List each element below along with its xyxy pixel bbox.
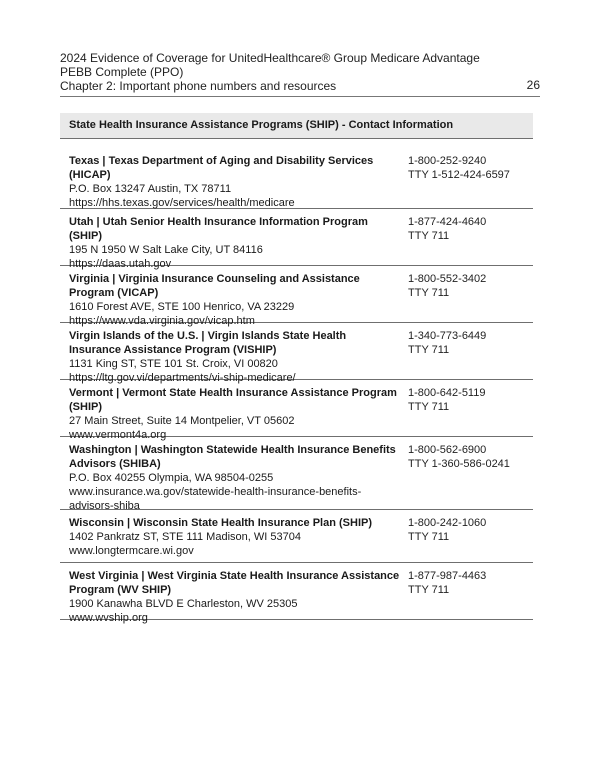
tty-number: TTY 711 xyxy=(408,584,450,596)
program-name: Virgin Islands of the U.S. | Virgin Islands State Health Insurance Assistance Program (VISHIP) xyxy=(69,330,347,356)
tty-number: TTY 711 xyxy=(408,401,450,413)
phone-number: 1-800-552-3402 xyxy=(408,273,487,285)
program-name: Wisconsin | Wisconsin State Health Insurance Plan (SHIP) xyxy=(69,517,372,529)
program-website-link[interactable]: www.insurance.wa.gov/statewide-health-insurance-benefits-advisors-shiba xyxy=(69,486,362,512)
document-title: 2024 Evidence of Coverage for UnitedHealthcare® Group Medicare Advantage PEBB Complete (PPO) xyxy=(60,51,480,79)
table-row xyxy=(60,563,533,624)
page-header xyxy=(60,51,540,93)
program-address: 1402 Pankratz ST, STE 111 Madison, WI 53704 xyxy=(69,531,301,543)
table-row xyxy=(60,209,533,270)
program-website-link[interactable]: www.wvship.org xyxy=(69,612,148,624)
program-name: Texas | Texas Department of Aging and Disability Services (HICAP) xyxy=(69,155,374,181)
phone-number: 1-877-424-4640 xyxy=(408,216,487,228)
tty-number: TTY 1-512-424-6597 xyxy=(408,169,510,181)
program-name: Washington | Washington Statewide Health Insurance Benefits Advisors (SHIBA) xyxy=(69,444,396,470)
program-website-link[interactable]: www.vermont4a.org xyxy=(69,429,167,441)
table-heading: State Health Insurance Assistance Programs (SHIP) - Contact Information xyxy=(60,113,533,139)
phone-number: 1-877-987-4463 xyxy=(408,570,487,582)
header-divider xyxy=(60,96,540,97)
program-address: 27 Main Street, Suite 14 Montpelier, VT 05602 xyxy=(69,415,295,427)
phone-number: 1-800-242-1060 xyxy=(408,517,487,529)
table-row xyxy=(60,323,533,384)
phone-number: 1-800-562-6900 xyxy=(408,444,487,456)
table-row xyxy=(60,148,533,209)
phone-number: 1-800-252-9240 xyxy=(408,155,487,167)
program-address: 195 N 1950 W Salt Lake City, UT 84116 xyxy=(69,244,263,256)
program-name: Vermont | Vermont State Health Insurance Assistance Program (SHIP) xyxy=(69,387,397,413)
program-website-link[interactable]: https://hhs.texas.gov/services/health/medicare xyxy=(69,197,295,209)
program-address: P.O. Box 40255 Olympia, WA 98504-0255 xyxy=(69,472,274,484)
tty-number: TTY 1-360-586-0241 xyxy=(408,458,510,470)
tty-number: TTY 711 xyxy=(408,531,450,543)
program-address: 1610 Forest AVE, STE 100 Henrico, VA 23229 xyxy=(69,301,295,313)
page-number: 26 xyxy=(526,78,540,92)
program-website-link[interactable]: https://www.vda.virginia.gov/vicap.htm xyxy=(69,315,255,327)
table-row xyxy=(60,380,533,441)
tty-number: TTY 711 xyxy=(408,287,450,299)
program-name: Utah | Utah Senior Health Insurance Information Program (SHIP) xyxy=(69,216,368,242)
table-row xyxy=(60,437,533,510)
chapter-title: Chapter 2: Important phone numbers and resources xyxy=(60,79,337,93)
program-website-link[interactable]: https://ltg.gov.vi/departments/vi-ship-medicare/ xyxy=(69,372,296,384)
program-address: P.O. Box 13247 Austin, TX 78711 xyxy=(69,183,232,195)
program-website-link[interactable]: www.longtermcare.wi.gov xyxy=(69,545,194,557)
program-address: 1131 King ST, STE 101 St. Croix, VI 00820 xyxy=(69,358,278,370)
program-website-link[interactable]: https://daas.utah.gov xyxy=(69,258,172,270)
phone-number: 1-800-642-5119 xyxy=(408,387,486,399)
ship-contact-table xyxy=(60,113,533,624)
table-row xyxy=(60,510,533,563)
program-address: 1900 Kanawha BLVD E Charleston, WV 25305 xyxy=(69,598,298,610)
program-name: West Virginia | West Virginia State Health Insurance Assistance Program (WV SHIP) xyxy=(69,570,400,596)
tty-number: TTY 711 xyxy=(408,344,450,356)
program-name: Virginia | Virginia Insurance Counseling and Assistance Program (VICAP) xyxy=(69,273,360,299)
phone-number: 1-340-773-6449 xyxy=(408,330,487,342)
tty-number: TTY 711 xyxy=(408,230,450,242)
table-row xyxy=(60,266,533,327)
